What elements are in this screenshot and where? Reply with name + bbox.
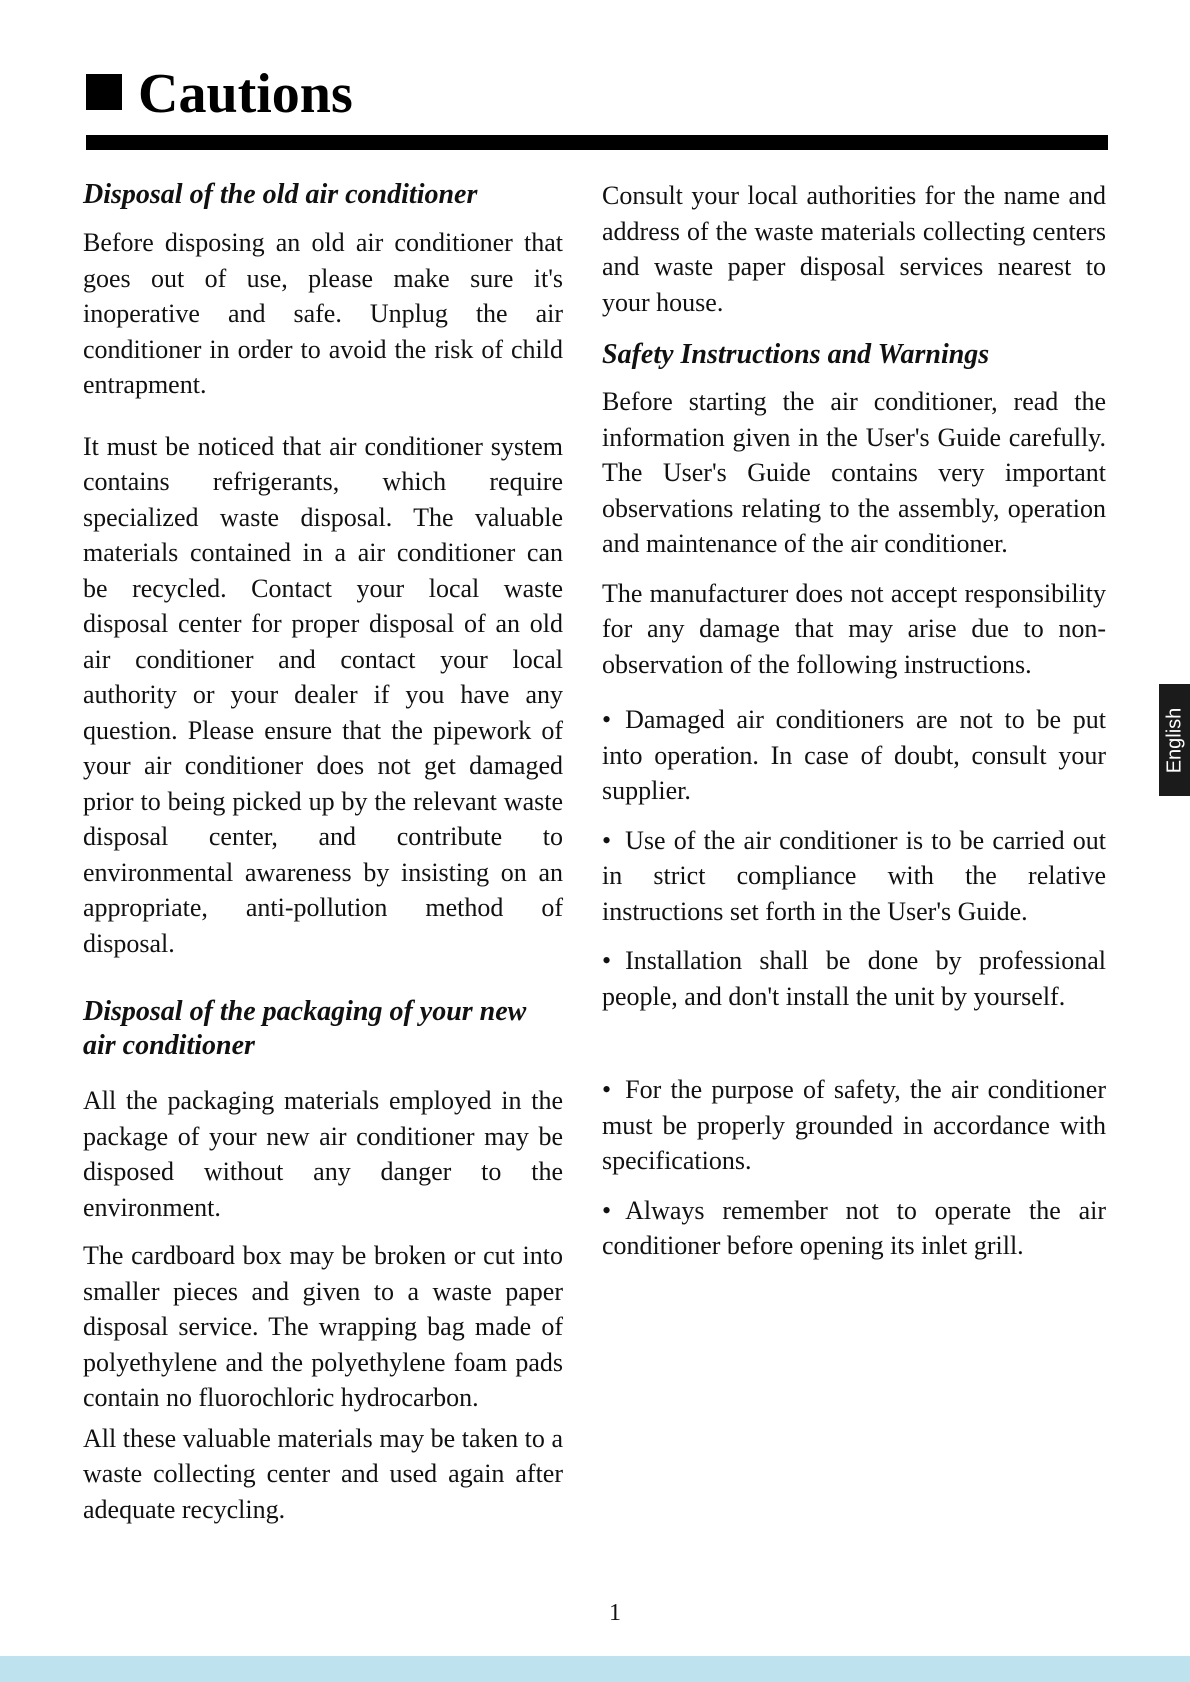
paragraph-read-guide: Before starting the air conditioner, read the information given in the User's Guide carefully. The User's Guide contains very important observations relating to the assembly, operation and maintenance of the air conditioner.: [602, 387, 1106, 558]
paragraph-manufacturer-responsibility: The manufacturer does not accept responsibility for any damage that may arise due to non-observation of the following instructions.: [602, 578, 1106, 679]
page-title-text: Cautions: [138, 63, 353, 125]
heading-disposal-packaging: Disposal of the packaging of your new air conditioner: [83, 996, 527, 1061]
heading-safety-instructions: Safety Instructions and Warnings: [602, 339, 990, 370]
language-tab-label: English: [1163, 707, 1186, 773]
square-bullet-icon: [86, 74, 122, 110]
list-item-text: Damaged air conditioners are not to be put into operation. In case of doubt, consult your supplier.: [602, 705, 1106, 805]
paragraph-disposal-old-2: It must be noticed that air conditioner system contains refrigerants, which require specialized waste disposal. The valuable materials contained in a air conditioner can be recycled. Contact your local waste disposal center for proper disposal of an old air conditioner and contact your local authority or your dealer if you have any question. Please ensure that the pipework of your air conditioner does not get damaged prior to being picked up by the relevant waste disposal center, and contribute to environmental awareness by insisting on an appropriate, anti-pollution method of disposal.: [83, 431, 563, 958]
bullet-icon: •: [602, 1075, 612, 1104]
list-item: [602, 702, 1106, 809]
list-item-text: Always remember not to operate the air conditioner before opening its inlet grill.: [602, 1195, 1106, 1260]
footer-band: [0, 1656, 1190, 1682]
bullet-icon: •: [602, 946, 612, 975]
language-tab: [1159, 684, 1190, 796]
paragraph-packaging-1: All the packaging materials employed in the package of your new air conditioner may be disposed without any danger to the environment.: [83, 1086, 563, 1222]
bullet-icon: •: [602, 1195, 612, 1225]
left-column: [83, 178, 563, 1527]
list-item: [602, 1072, 1106, 1179]
right-column: [602, 178, 1106, 1264]
paragraph-packaging-3: All these valuable materials may be taken to a waste collecting center and used again after adequate recycling.: [83, 1423, 563, 1524]
bullet-icon: •: [602, 705, 612, 734]
list-item-text: Use of the air conditioner is to be carried out in strict compliance with the relative instructions set forth in the User's Guide.: [602, 825, 1106, 926]
page-number: 1: [609, 1600, 621, 1626]
paragraph-packaging-2: The cardboard box may be broken or cut into smaller pieces and given to a waste paper disposal service. The wrapping bag made of polyethylene and the polyethylene foam pads contain no fluorochloric hydrocarbon.: [83, 1241, 563, 1412]
heading-disposal-old: Disposal of the old air conditioner: [83, 179, 478, 210]
page-title: [86, 58, 353, 130]
title-rule: [86, 135, 1108, 150]
list-item: [602, 1193, 1106, 1264]
list-item: [602, 943, 1106, 1014]
list-item-text: Installation shall be done by professional people, and don't install the unit by yourself.: [602, 946, 1106, 1011]
bullet-icon: •: [602, 825, 612, 855]
list-item: [602, 823, 1106, 930]
paragraph-consult-authorities: Consult your local authorities for the name and address of the waste materials collecting centers and waste paper disposal services nearest to your house.: [602, 181, 1106, 317]
paragraph-disposal-old-1: Before disposing an old air conditioner that goes out of use, please make sure it's inoperative and safe. Unplug the air conditioner in order to avoid the risk of child entrapment.: [83, 228, 563, 399]
list-item-text: For the purpose of safety, the air conditioner must be properly grounded in accordance with specifications.: [602, 1075, 1106, 1175]
